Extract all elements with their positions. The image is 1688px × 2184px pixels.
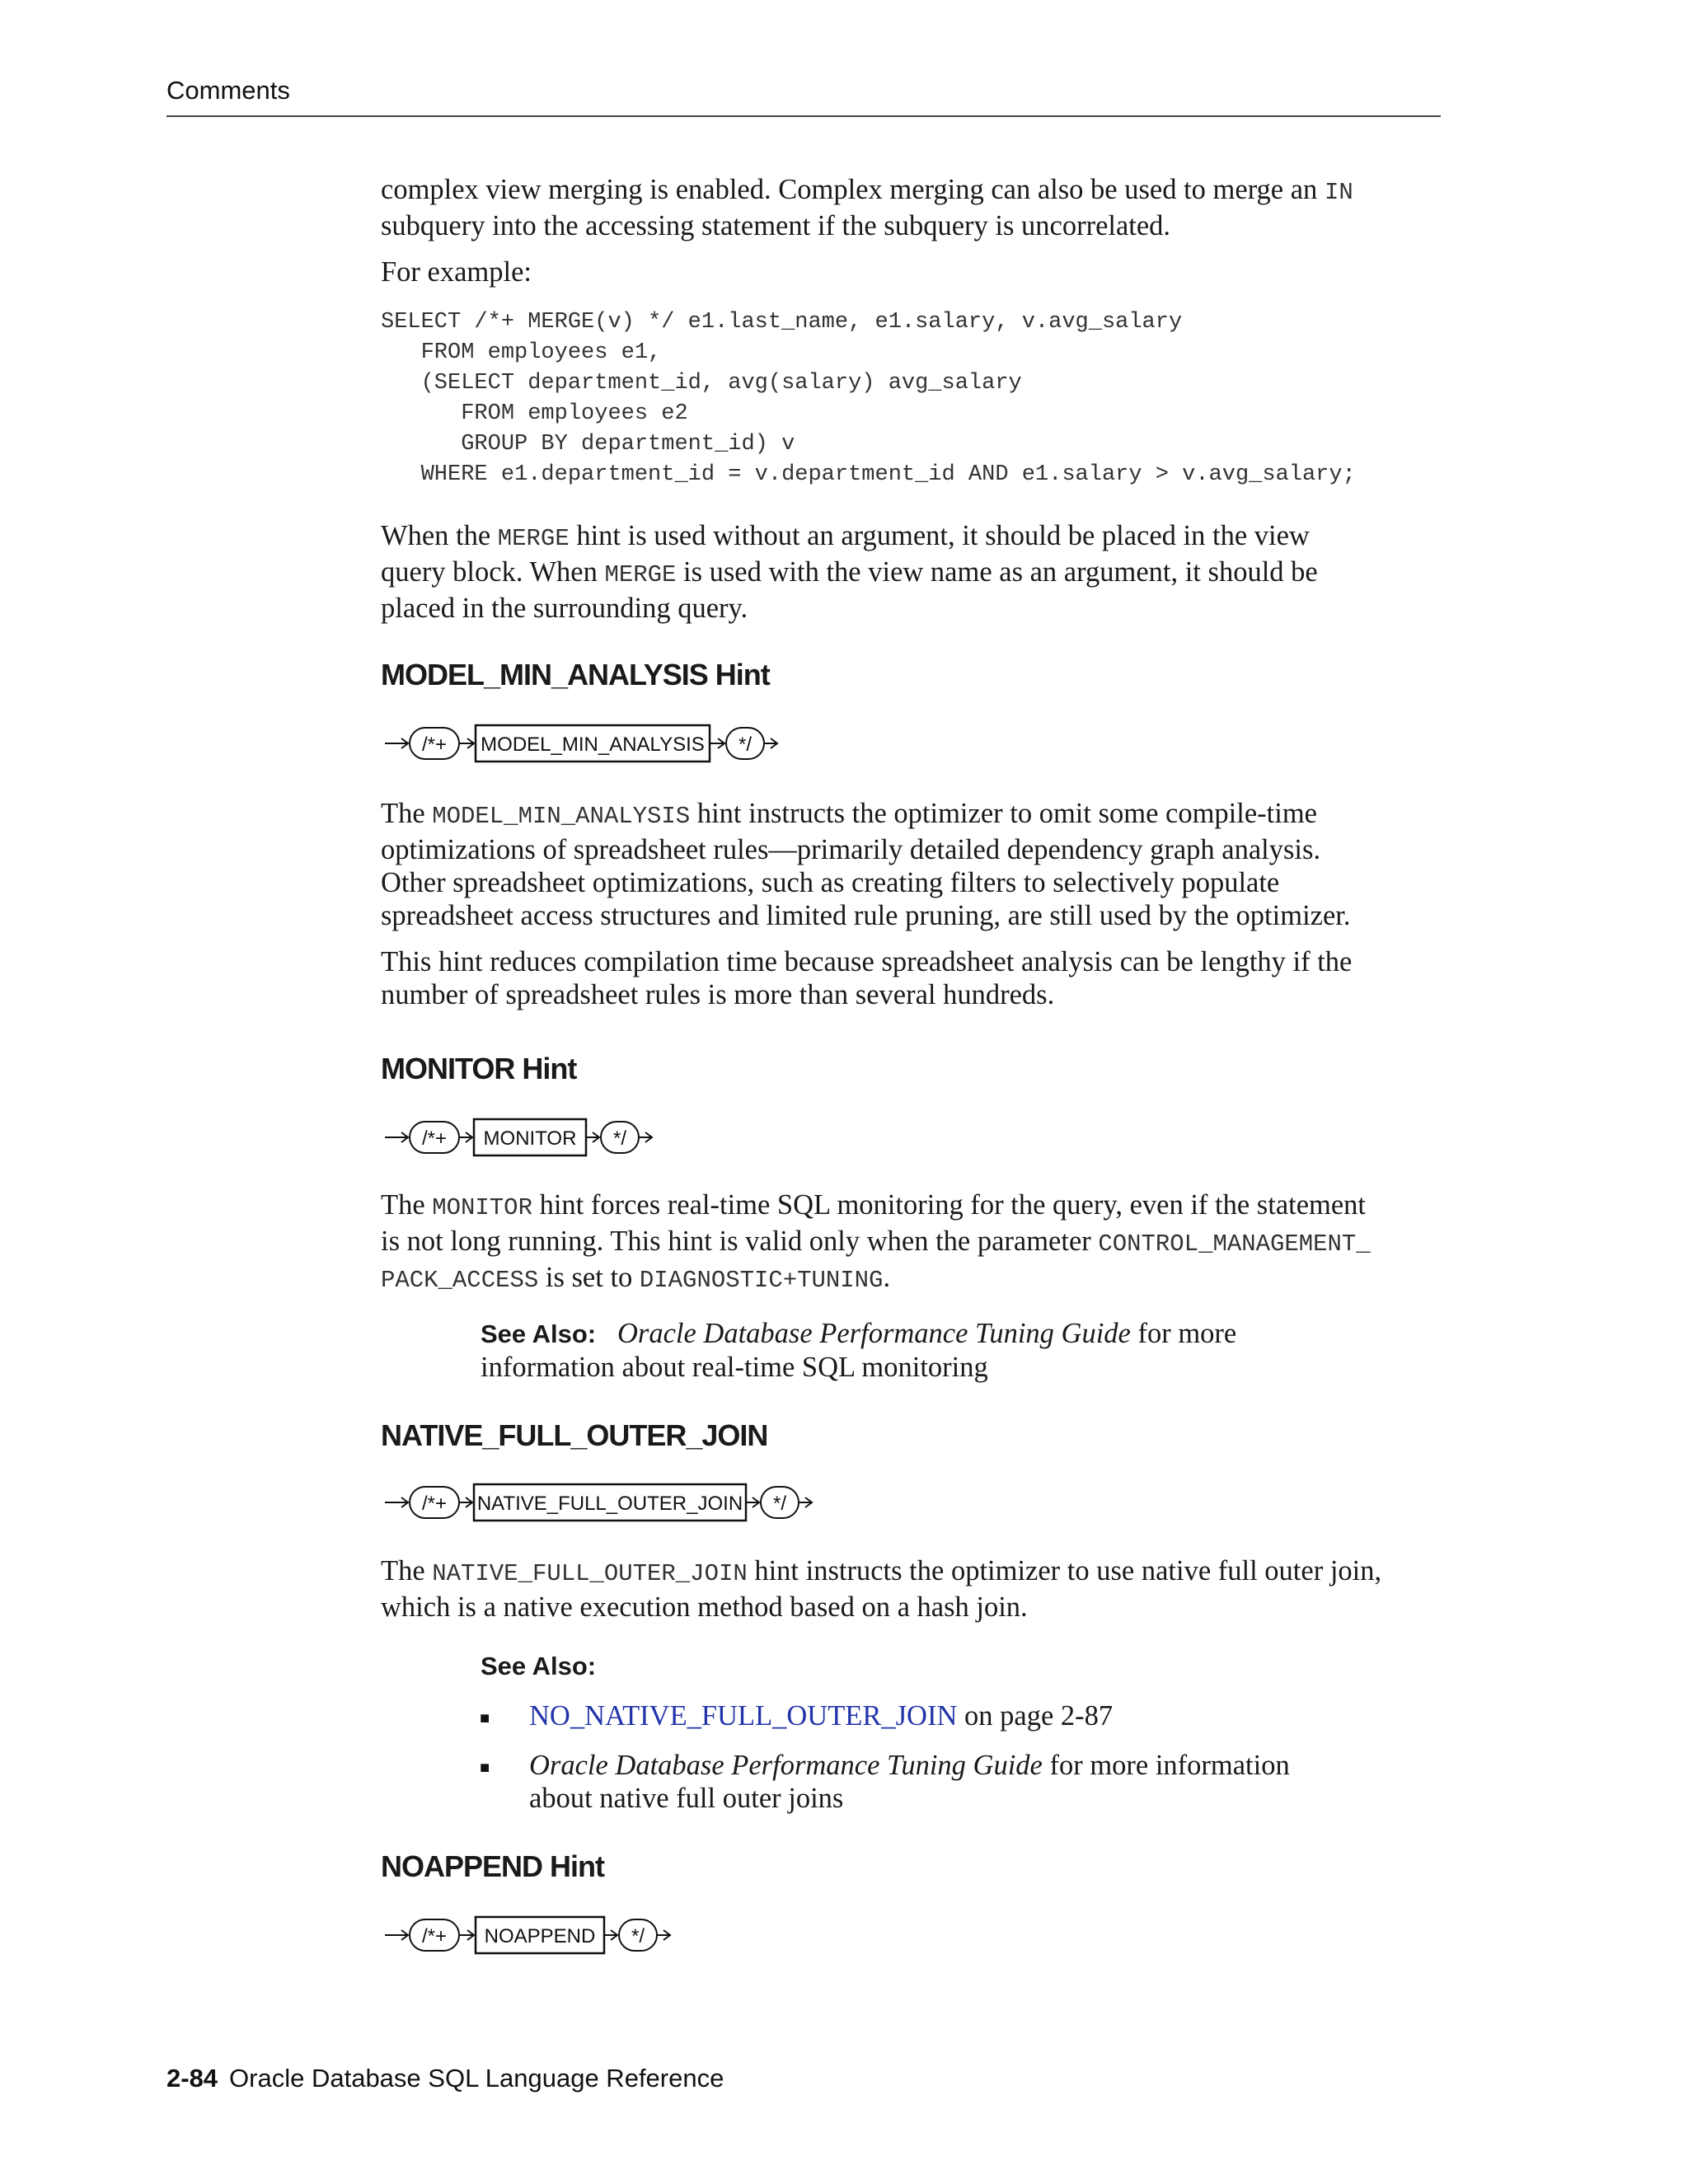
section-heading-noappend: NOAPPEND Hint bbox=[381, 1849, 605, 1883]
monitor-see-also bbox=[481, 1317, 1387, 1384]
section-heading-model-min-analysis: MODEL_MIN_ANALYSIS Hint bbox=[381, 658, 770, 691]
text: hint forces real-time SQL monitoring for the query, even if the statement bbox=[532, 1189, 1367, 1221]
book-title-footer: Oracle Database SQL Language Reference bbox=[229, 2064, 724, 2093]
for-example-label: For example: bbox=[381, 256, 532, 288]
bullet-marker: ■ bbox=[480, 1709, 490, 1727]
code-example: SELECT /*+ MERGE(v) */ e1.last_name, e1.salary, v.avg_salary FROM employees e1, (SELECT department_id, avg(salary) avg_salary FROM employees e2 GROUP BY department_id) v WHERE e1.department_id = v.department_id AND e1.salary > v.avg_salary; bbox=[381, 310, 1356, 487]
open-comment-label: /*+ bbox=[421, 1925, 448, 1947]
text: . bbox=[883, 1262, 891, 1293]
text: spreadsheet access structures and limited rule pruning, are still used by the optimizer. bbox=[381, 900, 1351, 931]
keyword-label: NATIVE_FULL_OUTER_JOIN bbox=[476, 1493, 743, 1515]
intro-paragraph bbox=[381, 173, 1452, 242]
text: on page 2-87 bbox=[957, 1700, 1114, 1732]
text: is used with the view name as an argument, it should be bbox=[676, 556, 1318, 588]
bullet-marker: ■ bbox=[480, 1759, 490, 1777]
inline-code: MODEL_MIN_ANALYSIS bbox=[432, 803, 691, 830]
running-head: Comments bbox=[166, 76, 290, 105]
book-title: Oracle Database Performance Tuning Guide bbox=[529, 1750, 1043, 1781]
close-comment-label: */ bbox=[612, 1127, 627, 1150]
text: The bbox=[381, 1189, 433, 1221]
inline-code: MERGE bbox=[497, 525, 570, 552]
close-comment-label: */ bbox=[772, 1493, 787, 1515]
inline-code: PACK_ACCESS bbox=[381, 1267, 539, 1294]
section-heading-native-full-outer-join: NATIVE_FULL_OUTER_JOIN bbox=[381, 1418, 768, 1452]
close-comment-label: */ bbox=[631, 1925, 645, 1947]
syntax-diagram-noappend bbox=[381, 1910, 694, 1960]
merge-note-paragraph bbox=[381, 519, 1469, 625]
close-comment-label: */ bbox=[738, 733, 753, 756]
model-min-analysis-paragraph-2 bbox=[381, 945, 1469, 1011]
intro-text: complex view merging is enabled. Complex merging can also be used to merge an bbox=[381, 174, 1325, 205]
text: placed in the surrounding query. bbox=[381, 593, 748, 624]
text: for more bbox=[1130, 1318, 1237, 1349]
text: hint instructs the optimizer to omit some compile-time bbox=[690, 798, 1317, 829]
section-heading-monitor: MONITOR Hint bbox=[381, 1052, 577, 1085]
text: The bbox=[381, 798, 433, 829]
book-title: Oracle Database Performance Tuning Guide bbox=[617, 1318, 1131, 1349]
see-also-item-1 bbox=[529, 1699, 1113, 1732]
inline-code: MONITOR bbox=[432, 1194, 532, 1221]
text: Other spreadsheet optimizations, such as creating filters to selectively populate bbox=[381, 867, 1280, 898]
syntax-diagram-monitor bbox=[381, 1113, 669, 1162]
keyword-label: MODEL_MIN_ANALYSIS bbox=[481, 733, 705, 756]
text: information about real-time SQL monitoring bbox=[481, 1352, 988, 1383]
text: This hint reduces compilation time because spreadsheet analysis can be lengthy if the bbox=[381, 946, 1353, 977]
text: hint instructs the optimizer to use native full outer join, bbox=[747, 1555, 1382, 1586]
model-min-analysis-paragraph-1 bbox=[381, 797, 1469, 932]
text: The bbox=[381, 1555, 433, 1586]
inline-code: CONTROL_MANAGEMENT_ bbox=[1098, 1230, 1371, 1258]
syntax-diagram-model-min-analysis bbox=[381, 719, 793, 768]
text: which is a native execution method based on a hash join. bbox=[381, 1591, 1028, 1623]
cross-reference-link[interactable]: NO_NATIVE_FULL_OUTER_JOIN bbox=[529, 1700, 958, 1732]
text: number of spreadsheet rules is more than several hundreds. bbox=[381, 979, 1055, 1010]
text: hint is used without an argument, it should be placed in the view bbox=[569, 520, 1310, 551]
text: is set to bbox=[538, 1262, 640, 1293]
inline-code: DIAGNOSTIC+TUNING bbox=[639, 1267, 884, 1294]
syntax-diagram-native-full-outer-join bbox=[381, 1478, 842, 1527]
see-also-item-2 bbox=[529, 1749, 1353, 1815]
keyword-label: MONITOR bbox=[483, 1127, 577, 1150]
open-comment-label: /*+ bbox=[421, 733, 448, 756]
page-footer bbox=[166, 2064, 724, 2093]
monitor-paragraph bbox=[381, 1188, 1477, 1297]
intro-text: subquery into the accessing statement if the subquery is uncorrelated. bbox=[381, 210, 1171, 241]
text: When the bbox=[381, 520, 498, 551]
text: about native full outer joins bbox=[529, 1783, 844, 1814]
page-number: 2-84 bbox=[166, 2064, 218, 2093]
text: for more information bbox=[1042, 1750, 1290, 1781]
header-rule bbox=[166, 115, 1441, 117]
inline-code: NATIVE_FULL_OUTER_JOIN bbox=[432, 1560, 748, 1587]
inline-code: IN bbox=[1324, 179, 1353, 206]
text: is not long running. This hint is valid only when the parameter bbox=[381, 1226, 1099, 1257]
inline-code: MERGE bbox=[604, 561, 677, 588]
open-comment-label: /*+ bbox=[421, 1493, 448, 1515]
see-also-label: See Also: bbox=[481, 1652, 597, 1680]
text: optimizations of spreadsheet rules—primarily detailed dependency graph analysis. bbox=[381, 834, 1321, 865]
see-also-label: See Also: bbox=[481, 1319, 597, 1348]
text: query block. When bbox=[381, 556, 605, 588]
open-comment-label: /*+ bbox=[421, 1127, 448, 1150]
native-full-outer-join-paragraph bbox=[381, 1554, 1477, 1624]
keyword-label: NOAPPEND bbox=[484, 1925, 596, 1947]
